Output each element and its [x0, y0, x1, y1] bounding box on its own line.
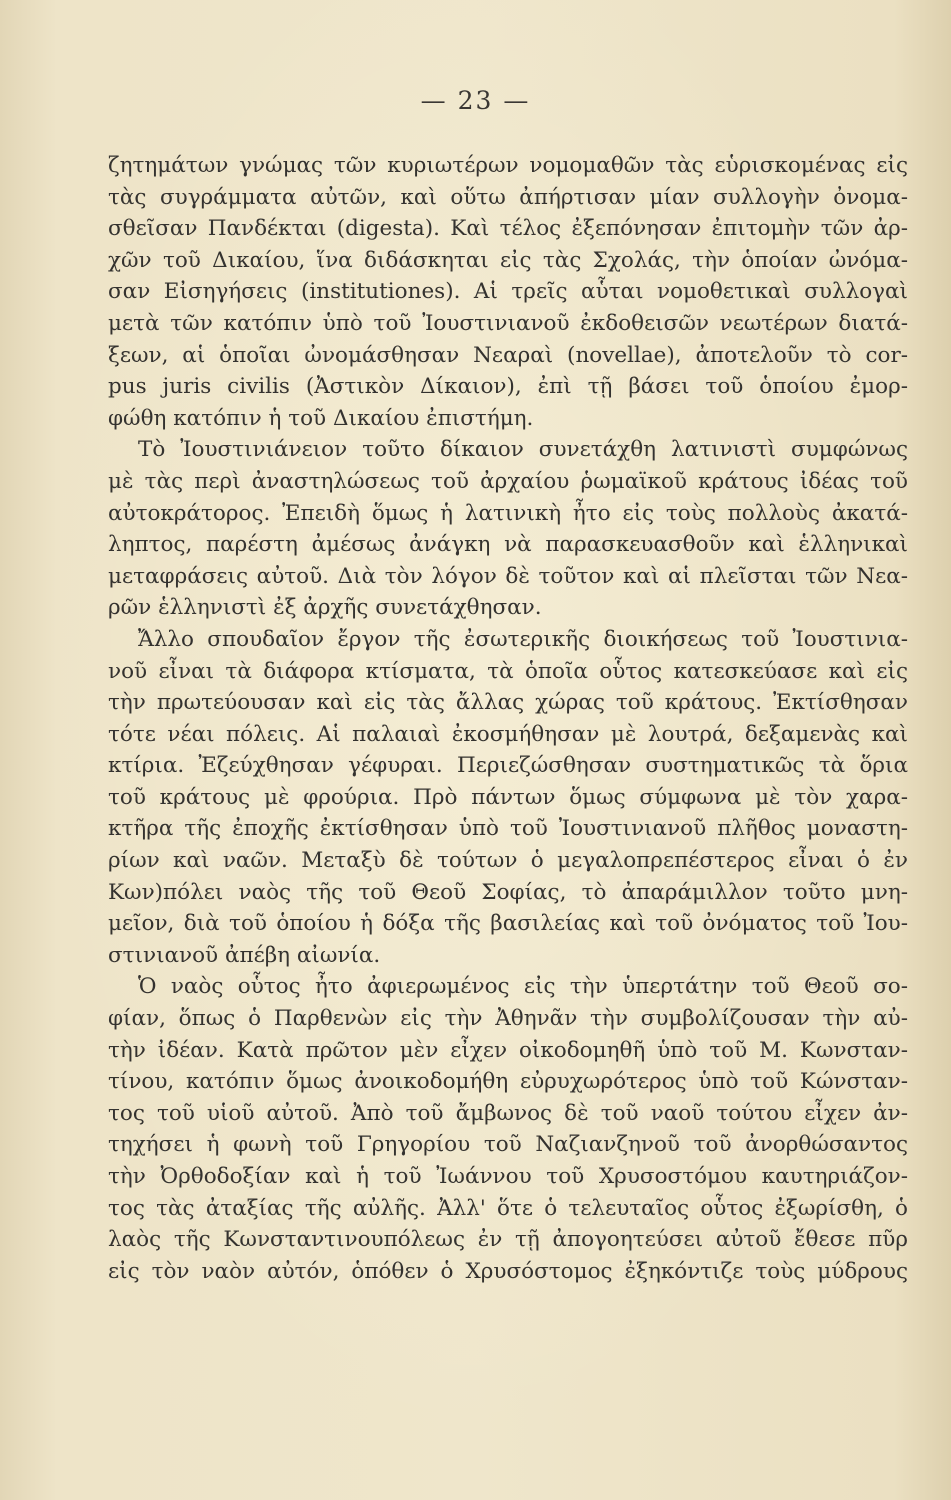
text-line: pus juris civilis (Ἀστικὸν Δίκαιον), ἐπὶ τῇ βάσει τοῦ ὁποίου ἐμορ- [108, 374, 908, 400]
text-line: φώθη κατόπιν ἡ τοῦ Δικαίου ἐπιστήμη. [108, 405, 534, 431]
text-line: Τὸ Ἰουστινιάνειον τοῦτο δίκαιον συνετάχθη λατινιστὶ συμφώνως [138, 437, 908, 463]
text-line: τὴν πρωτεύουσαν καὶ εἰς τὰς ἄλλας χώρας τοῦ κράτους. Ἐκτίσθησαν [108, 690, 908, 716]
text-line: ληπτος, παρέστη ἀμέσως ἀνάγκη νὰ παρασκευασθοῦν καὶ ἑλληνικαὶ [108, 532, 908, 558]
body-text [108, 150, 908, 1287]
text-line: Κων)πόλει ναὸς τῆς τοῦ Θεοῦ Σοφίας, τὸ ἀπαράμιλλον τοῦτο μνη- [108, 879, 908, 905]
text-line: τηχήσει ἡ φωνὴ τοῦ Γρηγορίου τοῦ Ναζιανζηνοῦ τοῦ ἀνορθώσαντος [108, 1132, 908, 1158]
page-number: — 23 — [420, 86, 531, 115]
text-line: σαν Εἰσηγήσεις (institutiones). Αἱ τρεῖς αὗται νομοθετικαὶ συλλογαὶ [108, 279, 908, 305]
text-line: τος τοῦ υἱοῦ αὐτοῦ. Ἀπὸ τοῦ ἄμβωνος δὲ τοῦ ναοῦ τούτου εἶχεν ἀν- [108, 1100, 908, 1126]
text-line: τίνου, κατόπιν ὅμως ἀνοικοδομήθη εὐρυχωρότερος ὑπὸ τοῦ Κώνσταν- [108, 1069, 908, 1095]
text-line: σθεῖσαν Πανδέκται (digesta). Καὶ τέλος ἐξεπόνησαν ἐπιτομὴν τῶν ἀρ- [108, 216, 908, 242]
text-line: κτῆρα τῆς ἐποχῆς ἐκτίσθησαν ὑπὸ τοῦ Ἰουστινιανοῦ πλῆθος μοναστη- [108, 816, 908, 842]
text-line: ζητημάτων γνώμας τῶν κυριωτέρων νομομαθῶν τὰς εὑρισκομένας εἰς [108, 153, 908, 178]
text-line: τὰς συγράμματα αὐτῶν, καὶ οὕτω ἀπήρτισαν μίαν συλλογὴν ὀνομα- [108, 184, 908, 210]
text-line: κτίρια. Ἐζεύχθησαν γέφυραι. Περιεζώσθησαν συστηματικῶς τὰ ὅρια [108, 753, 908, 779]
text-line: ρίων καὶ ναῶν. Μεταξὺ δὲ τούτων ὁ μεγαλοπρεπέστερος εἶναι ὁ ἐν [108, 848, 908, 874]
text-line: μεῖον, διὰ τοῦ ὁποίου ἡ δόξα τῆς βασιλείας καὶ τοῦ ὀνόματος τοῦ Ἰου- [108, 911, 908, 937]
text-line: Ἄλλο σπουδαῖον ἔργον τῆς ἐσωτερικῆς διοικήσεως τοῦ Ἰουστινια- [138, 626, 908, 652]
text-line: τοῦ κράτους μὲ φρούρια. Πρὸ πάντων ὅμως σύμφωνα μὲ τὸν χαρα- [108, 784, 908, 810]
text-line: στινιανοῦ ἀπέβη αἰωνία. [108, 942, 381, 968]
text-line: μετὰ τῶν κατόπιν ὑπὸ τοῦ Ἰουστινιανοῦ ἐκδοθεισῶν νεωτέρων διατά- [108, 310, 908, 336]
text-line: λαὸς τῆς Κωνσταντινουπόλεως ἐν τῇ ἀπογοητεύσει αὐτοῦ ἔθεσε πῦρ [108, 1227, 908, 1253]
text-line: εἰς τὸν ναὸν αὐτόν, ὁπόθεν ὁ Χρυσόστομος ἐξηκόντιζε τοὺς μύδρους [108, 1258, 908, 1284]
text-line: μεταφράσεις αὐτοῦ. Διὰ τὸν λόγον δὲ τοῦτον καὶ αἱ πλεῖσται τῶν Νεα- [108, 563, 908, 589]
text-line: χῶν τοῦ Δικαίου, ἵνα διδάσκηται εἰς τὰς Σχολάς, τὴν ὁποίαν ὠνόμα- [108, 247, 908, 273]
text-line: ξεων, αἱ ὁποῖαι ὠνομάσθησαν Νεαραὶ (novellae), ἀποτελοῦν τὸ cor- [108, 342, 908, 368]
text-line: τὴν Ὀρθοδοξίαν καὶ ἡ τοῦ Ἰωάννου τοῦ Χρυσοστόμου καυτηριάζον- [108, 1164, 908, 1189]
text-line: τὴν ἰδέαν. Κατὰ πρῶτον μὲν εἶχεν οἰκοδομηθῆ ὑπὸ τοῦ Μ. Κωνσταν- [108, 1037, 908, 1063]
text-line: ρῶν ἑλληνιστὶ ἐξ ἀρχῆς συνετάχθησαν. [108, 595, 542, 621]
text-line: μὲ τὰς περὶ ἀναστηλώσεως τοῦ ἀρχαίου ῥωμαϊκοῦ κράτους ἰδέας τοῦ [108, 468, 908, 494]
text-line: αὐτοκράτορος. Ἐπειδὴ ὅμως ἡ λατινικὴ ἦτο εἰς τοὺς πολλοὺς ἀκατά- [108, 500, 908, 526]
text-line: τος τὰς ἀταξίας τῆς αὐλῆς. Ἀλλ' ὅτε ὁ τελευταῖος οὗτος ἐξωρίσθη, ὁ [108, 1195, 908, 1221]
text-line: Ὁ ναὸς οὗτος ἦτο ἀφιερωμένος εἰς τὴν ὑπερτάτην τοῦ Θεοῦ σο- [138, 974, 908, 1000]
text-line: φίαν, ὅπως ὁ Παρθενὼν εἰς τὴν Ἀθηνᾶν τὴν συμβολίζουσαν τὴν αὐ- [108, 1006, 908, 1032]
text-line: νοῦ εἶναι τὰ διάφορα κτίσματα, τὰ ὁποῖα οὗτος κατεσκεύασε καὶ εἰς [108, 658, 908, 684]
text-line: τότε νέαι πόλεις. Αἱ παλαιαὶ ἐκοσμήθησαν μὲ λουτρά, δεξαμενὰς καὶ [108, 721, 908, 747]
